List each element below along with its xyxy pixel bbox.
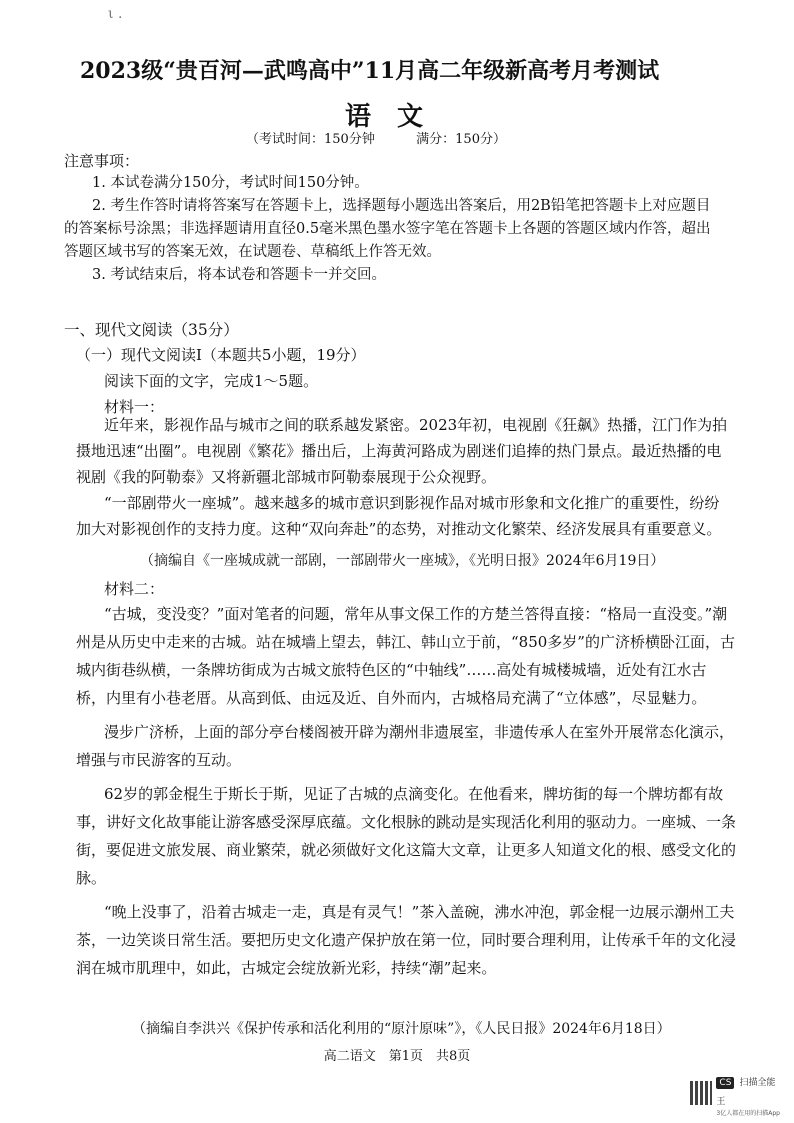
exam-meta xyxy=(246,128,506,147)
scanner-watermark xyxy=(690,1077,780,1117)
material2-paragraph-1: “古城，变没变？”面对笔者的问题，常年从事文保工作的方楚兰答得直接：“格局一直没变。”潮州是从历史中走来的古城。站在城墙上望去，韩江、韩山立于前，“850多岁”的广济桥横卧江面，古城内街巷纵横，一条牌坊街成为古城文旅特色区的“中轴线”……高处有城楼城墙，近处有江水古桥，内里有小巷老厝。从高到低、由远及近、自外而内，古城格局充满了“立体感”，尽显魅力。 xyxy=(76,605,735,707)
exam-time: （考试时间：150分钟 xyxy=(246,132,375,147)
material2-paragraph-4: “晚上没事了，沿着古城走一走，真是有灵气！”茶入盖碗，沸水冲泡，郭金棍一边展示潮州工夫茶，一边笑谈日常生活。要把历史文化遗产保护放在第一位，同时要合理利用，让传承千年的文化浸润在城市肌理中，如此，古城定会绽放新光彩，持续“潮”起来。 xyxy=(76,903,737,977)
subsection-heading: （一）现代文阅读Ⅰ（本题共5小题，19分） xyxy=(76,346,366,364)
camscanner-logo-icon: CS xyxy=(716,1077,734,1089)
material2-source: （摘编自李洪兴《保护传承和活化利用的“原汁原味”》，《人民日报》2024年6月18日） xyxy=(132,1021,671,1037)
page-footer: 高二语文 第1页 共8页 xyxy=(323,1049,471,1064)
exam-title: 2023级“贵百河—武鸣高中”11月高二年级新高考月考测试 xyxy=(80,58,660,84)
reading-instruction: 阅读下面的文字，完成1～5题。 xyxy=(104,372,319,390)
corner-scan-mark: ι . xyxy=(108,6,123,22)
material1-source: （摘编自《一座城成就一部剧，一部剧带火一座城》，《光明日报》2024年6月19日） xyxy=(140,553,665,569)
watermark-sub: 3亿人都在用的扫描App xyxy=(716,1109,780,1117)
notice-item-1: 1. 本试卷满分150分，考试时间150分钟。 xyxy=(92,175,369,191)
material2-paragraph-2: 漫步广济桥，上面的部分亭台楼阁被开辟为潮州非遗展室，非遗传承人在室外开展常态化演示，增强与市民游客的互动。 xyxy=(76,723,735,769)
material2-label: 材料二： xyxy=(104,580,165,598)
watermark-text-group xyxy=(716,1070,780,1117)
subject-title: 语文 xyxy=(344,102,449,132)
material1-label: 材料一： xyxy=(104,398,165,416)
qr-code-icon xyxy=(690,1081,712,1105)
material1-body xyxy=(76,412,730,542)
notice-heading: 注意事项： xyxy=(64,152,140,170)
section-heading: 一、现代文阅读（35分） xyxy=(64,321,239,339)
material2-paragraph-3: 62岁的郭金棍生于斯长于斯，见证了古城的点滴变化。在他看来，牌坊街的每一个牌坊都有故事，讲好文化故事能让游客感受深厚底蕴。文化根脉的跳动是实现活化利用的驱动力。一座城、一条街，要促进文旅发展、商业繁荣，就必须做好文化这篇大文章，让更多人知道文化的根、感受文化的脉。 xyxy=(76,785,737,887)
full-score: 满分：150分） xyxy=(416,132,506,147)
notice-item-2: 2. 考生作答时请将答案写在答题卡上，选择题每小题选出答案后，用2B铅笔把答题卡上对应题目的答案标号涂黑；非选择题请用直径0.5毫米黑色墨水签字笔在答题卡上各题的答题区域内作答，超出答题区域书写的答案无效，在试题卷、草稿纸上作答无效。 xyxy=(64,198,711,260)
material1-paragraph-2: “一部剧带火一座城”。越来越多的城市意识到影视作品对城市形象和文化推广的重要性，纷纷加大对影视创作的支持力度。这种“双向奔赴”的态势，对推动文化繁荣、经济发展具有重要意义。 xyxy=(76,494,722,538)
watermark-name: 扫描全能王 xyxy=(716,1077,776,1107)
material1-paragraph-1: 近年来，影视作品与城市之间的联系越发紧密。2023年初，电视剧《狂飙》热播，江门作为拍摄地迅速“出圈”。电视剧《繁花》播出后，上海黄河路成为剧迷们追捧的热门景点。最近热播的电视剧《我的阿勒泰》又将新疆北部城市阿勒泰展现于公众视野。 xyxy=(76,416,728,486)
notice-item-3: 3. 考试结束后，将本试卷和答题卡一并交回。 xyxy=(92,267,386,283)
material2-body xyxy=(76,600,736,982)
notice-list xyxy=(64,172,724,287)
